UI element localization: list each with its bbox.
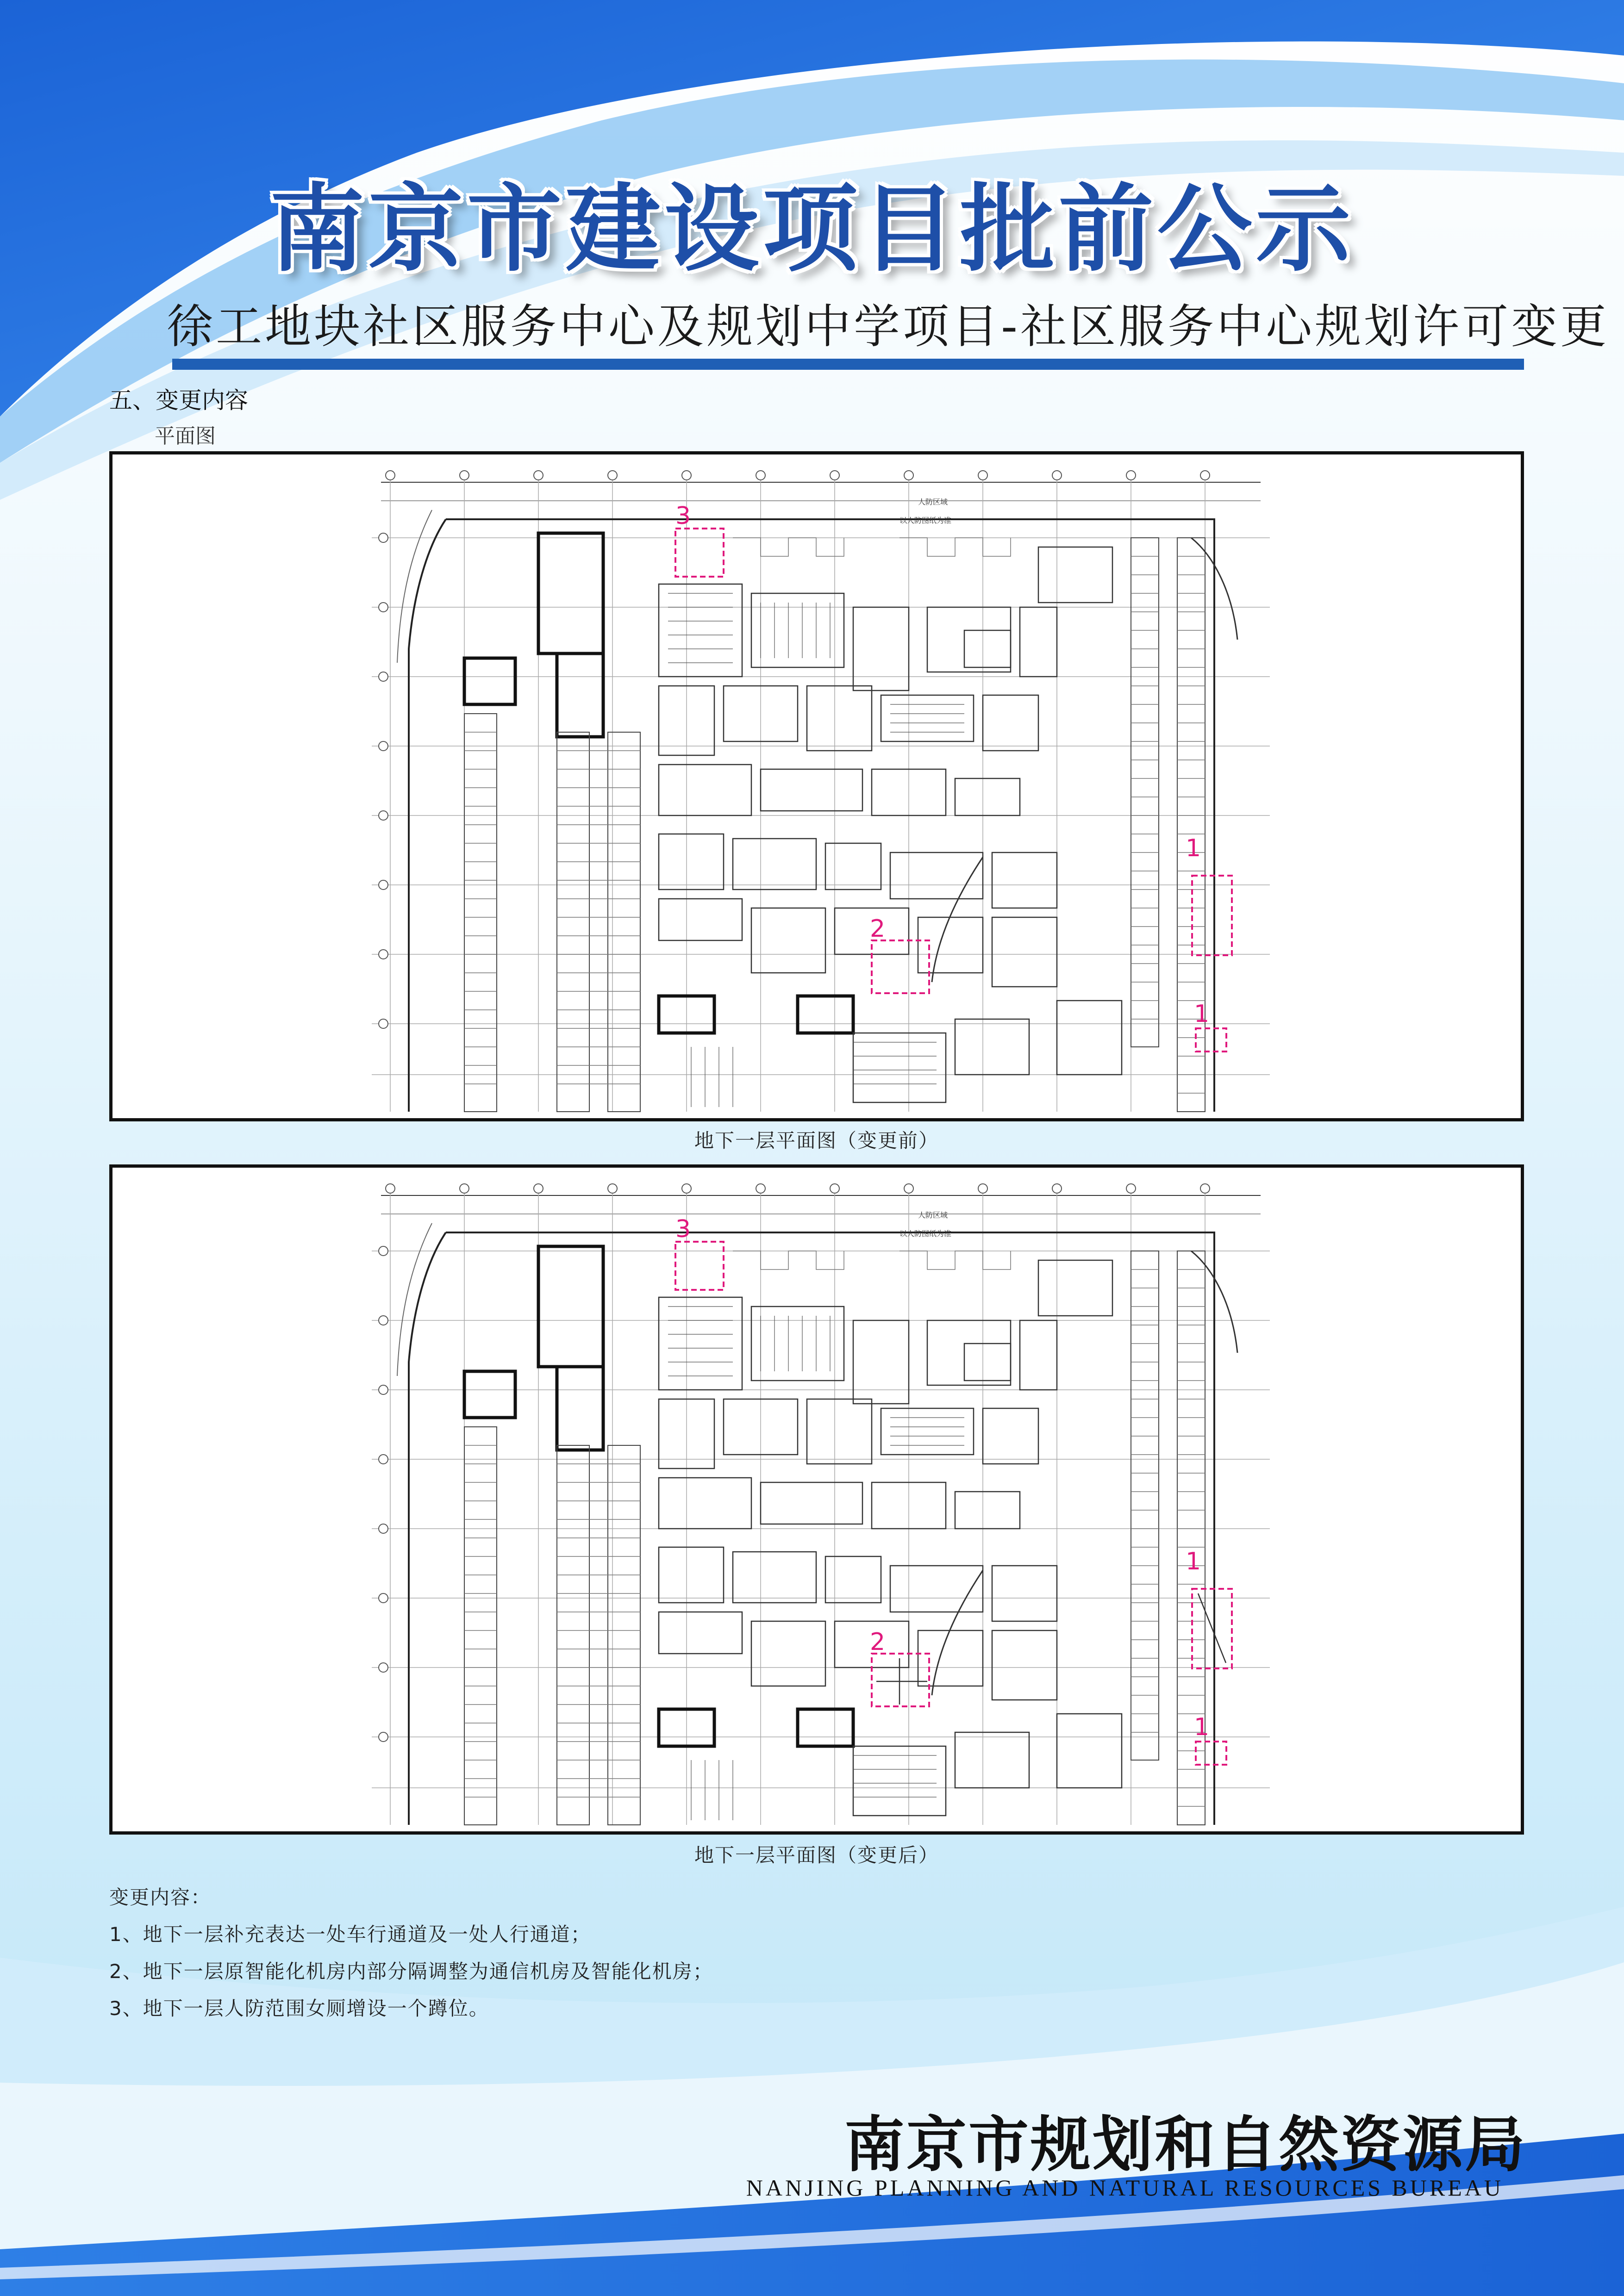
bureau-name-cn: 南京市规划和自然资源局 — [844, 2109, 1527, 2180]
floor-plan-drawing-icon — [112, 454, 1521, 1118]
project-subtitle: 徐工地块社区服务中心及规划中学项目-社区服务中心规划许可变更 — [167, 299, 1610, 354]
change-marker-1a: 1 — [1186, 1548, 1201, 1575]
bureau-name-en: NANJING PLANNING AND NATURAL RESOURCES BUREAU — [746, 2175, 1504, 2201]
change-marker-2: 2 — [870, 915, 886, 943]
change-marker-3: 3 — [675, 502, 691, 530]
zone-note: 以人防图纸为准 — [899, 1229, 952, 1238]
change-marker-1b: 1 — [1194, 1000, 1210, 1028]
floor-plan-after — [109, 1164, 1524, 1835]
change-marker-1a: 1 — [1186, 834, 1201, 862]
plan-caption-after: 地下一层平面图（变更后） — [694, 1844, 939, 1867]
zone-label: 人防区域 — [918, 1211, 948, 1220]
page-title: 南京市建设项目批前公示 — [269, 174, 1355, 285]
change-notes — [109, 1879, 713, 2027]
change-marker-2: 2 — [870, 1628, 886, 1656]
title-underline — [172, 359, 1524, 370]
notes-heading: 变更内容： — [109, 1886, 212, 1909]
section-subheading: 平面图 — [155, 424, 216, 448]
plan-caption-before: 地下一层平面图（变更前） — [694, 1129, 939, 1152]
change-marker-1b: 1 — [1194, 1713, 1210, 1741]
note-item: 1、地下一层补充表达一处车行通道及一处人行通道； — [109, 1923, 591, 1946]
zone-label: 人防区域 — [918, 498, 948, 506]
floor-plan-drawing-icon — [112, 1168, 1521, 1831]
section-heading: 五、变更内容 — [109, 387, 248, 414]
zone-note: 以人防图纸为准 — [899, 516, 952, 525]
note-item: 2、地下一层原智能化机房内部分隔调整为通信机房及智能化机房； — [109, 1960, 713, 1983]
floor-plan-before — [109, 451, 1524, 1121]
note-item: 3、地下一层人防范围女厕增设一个蹲位。 — [109, 1997, 489, 2020]
change-marker-3: 3 — [675, 1215, 691, 1243]
